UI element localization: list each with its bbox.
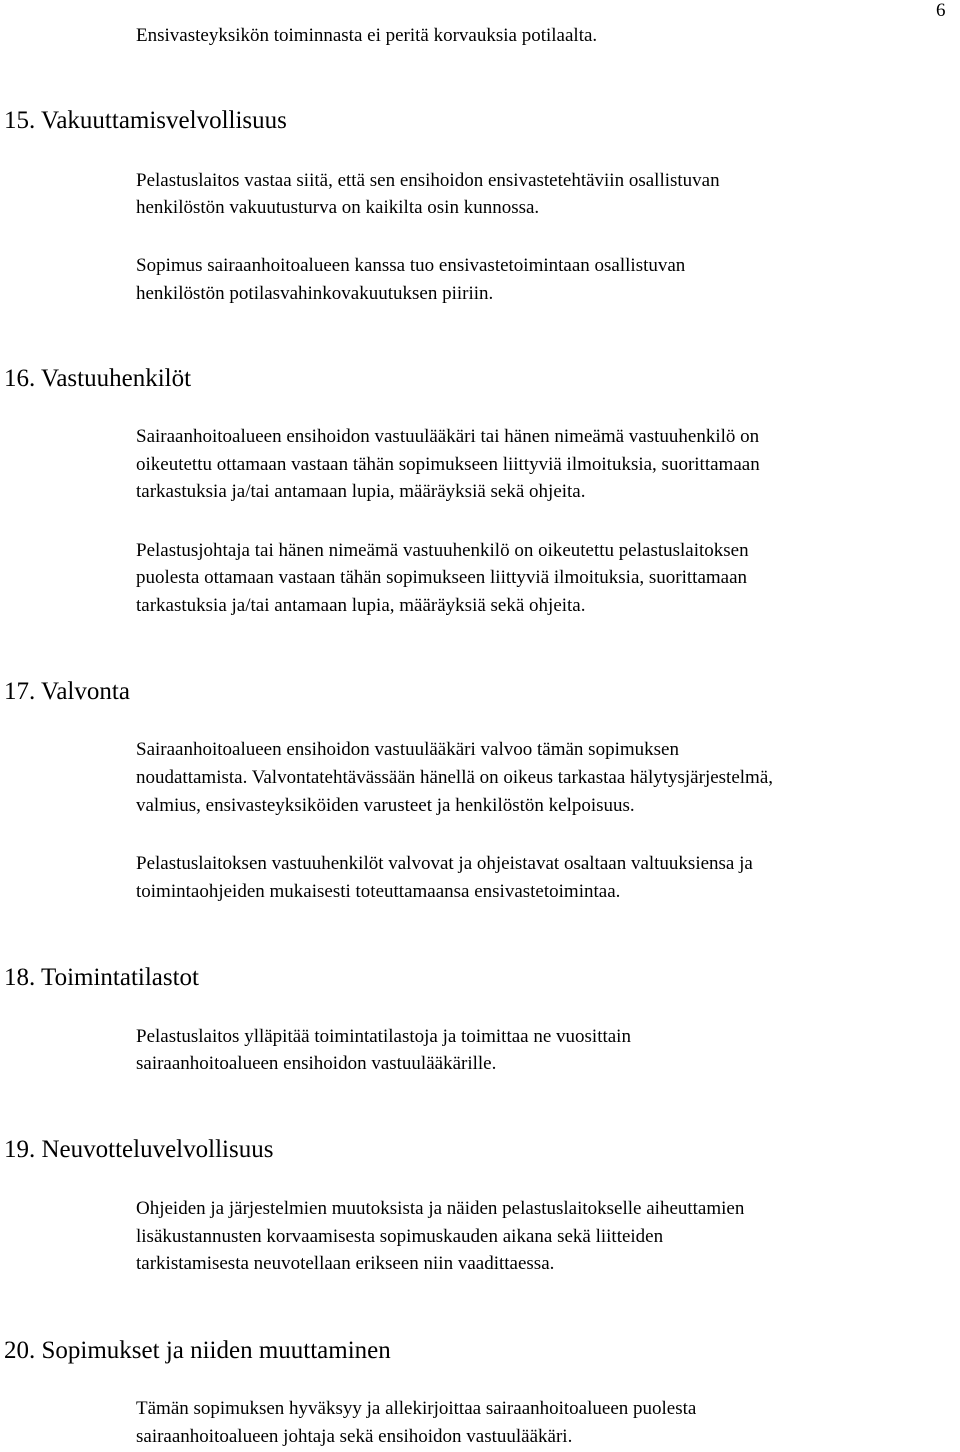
paragraph-line: Pelastuslaitos vastaa siitä, että sen ensihoidon ensivastetehtäviin osallistuvan [136, 170, 720, 191]
paragraph-line: sairaanhoitoalueen johtaja sekä ensihoidon vastuulääkäri. [136, 1426, 573, 1447]
paragraph-line: sairaanhoitoalueen ensihoidon vastuulääkärille. [136, 1053, 497, 1074]
paragraph-line: valmius, ensivasteyksiköiden varusteet ja henkilöstön kelpoisuus. [136, 795, 635, 816]
section-heading-19: 19. Neuvotteluvelvollisuus [4, 1136, 274, 1163]
intro-line: Ensivasteyksikön toiminnasta ei peritä korvauksia potilaalta. [136, 25, 598, 46]
paragraph-line: Pelastusjohtaja tai hänen nimeämä vastuuhenkilö on oikeutettu pelastuslaitoksen [136, 540, 749, 561]
section-heading-15: 15. Vakuuttamisvelvollisuus [4, 107, 287, 134]
paragraph-line: Sairaanhoitoalueen ensihoidon vastuulääkäri tai hänen nimeämä vastuuhenkilö on [136, 426, 760, 447]
page-number: 6 [936, 0, 946, 21]
section-heading-16: 16. Vastuuhenkilöt [4, 365, 192, 392]
paragraph-line: lisäkustannusten korvaamisesta sopimuskauden aikana sekä liitteiden [136, 1226, 664, 1247]
paragraph-line: noudattamista. Valvontatehtävässään hänellä on oikeus tarkastaa hälytysjärjestelmä, [136, 767, 774, 788]
paragraph-line: toimintaohjeiden mukaisesti toteuttamaansa ensivastetoimintaa. [136, 881, 621, 902]
paragraph-line: tarkistamisesta neuvotellaan erikseen niin vaadittaessa. [136, 1253, 555, 1274]
section-heading-20: 20. Sopimukset ja niiden muuttaminen [4, 1337, 391, 1364]
paragraph-line: Tämän sopimuksen hyväksyy ja allekirjoittaa sairaanhoitoalueen puolesta [136, 1398, 697, 1419]
paragraph-line: tarkastuksia ja/tai antamaan lupia, määräyksiä sekä ohjeita. [136, 595, 586, 616]
paragraph-line: henkilöstön potilasvahinkovakuutuksen piiriin. [136, 283, 494, 304]
paragraph-line: Sopimus sairaanhoitoalueen kanssa tuo ensivastetoimintaan osallistuvan [136, 255, 686, 276]
paragraph-line: tarkastuksia ja/tai antamaan lupia, määräyksiä sekä ohjeita. [136, 481, 586, 502]
paragraph-line: Pelastuslaitoksen vastuuhenkilöt valvovat ja ohjeistavat osaltaan valtuuksiensa ja [136, 853, 753, 874]
paragraph-line: oikeutettu ottamaan vastaan tähän sopimukseen liittyviä ilmoituksia, suorittamaan [136, 454, 760, 475]
section-heading-18: 18. Toimintatilastot [4, 964, 200, 991]
paragraph-line: Pelastuslaitos ylläpitää toimintatilastoja ja toimittaa ne vuosittain [136, 1026, 631, 1047]
section-heading-17: 17. Valvonta [4, 678, 130, 705]
paragraph-line: henkilöstön vakuutusturva on kaikilta osin kunnossa. [136, 197, 540, 218]
paragraph-line: puolesta ottamaan vastaan tähän sopimukseen liittyviä ilmoituksia, suorittamaan [136, 567, 748, 588]
paragraph-line: Sairaanhoitoalueen ensihoidon vastuulääkäri valvoo tämän sopimuksen [136, 739, 679, 760]
paragraph-line: Ohjeiden ja järjestelmien muutoksista ja näiden pelastuslaitokselle aiheuttamien [136, 1198, 745, 1219]
